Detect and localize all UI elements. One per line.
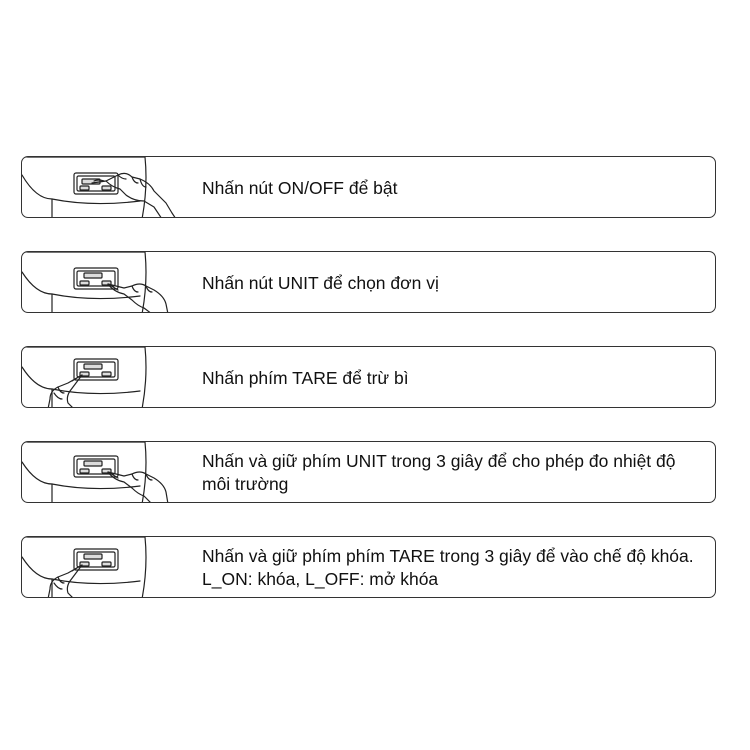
step-text-5 [202, 537, 707, 598]
step-text-3 [202, 347, 707, 408]
press-on-off-illustration [22, 157, 197, 218]
step-text-2 [202, 252, 707, 313]
step-text-4 [202, 442, 707, 503]
step-label: Nhấn nút ON/OFF để bật [202, 177, 398, 198]
press-unit-illustration [22, 252, 197, 313]
step-label: Nhấn và giữ phím phím TARE trong 3 giây để vào chế độ khóa. L_ON: khóa, L_OFF: mở khóa [202, 546, 694, 589]
hold-tare-illustration [22, 537, 197, 598]
step-card-1 [21, 156, 716, 218]
step-card-5 [21, 536, 716, 598]
step-card-4 [21, 441, 716, 503]
step-card-3 [21, 346, 716, 408]
step-label: Nhấn và giữ phím UNIT trong 3 giây để cho phép đo nhiệt độ môi trường [202, 451, 676, 494]
step-card-2 [21, 251, 716, 313]
step-label: Nhấn nút UNIT để chọn đơn vị [202, 272, 439, 293]
step-label: Nhấn phím TARE để trừ bì [202, 367, 409, 388]
hold-unit-illustration [22, 442, 197, 503]
step-text-1 [202, 157, 707, 218]
press-tare-illustration [22, 347, 197, 408]
